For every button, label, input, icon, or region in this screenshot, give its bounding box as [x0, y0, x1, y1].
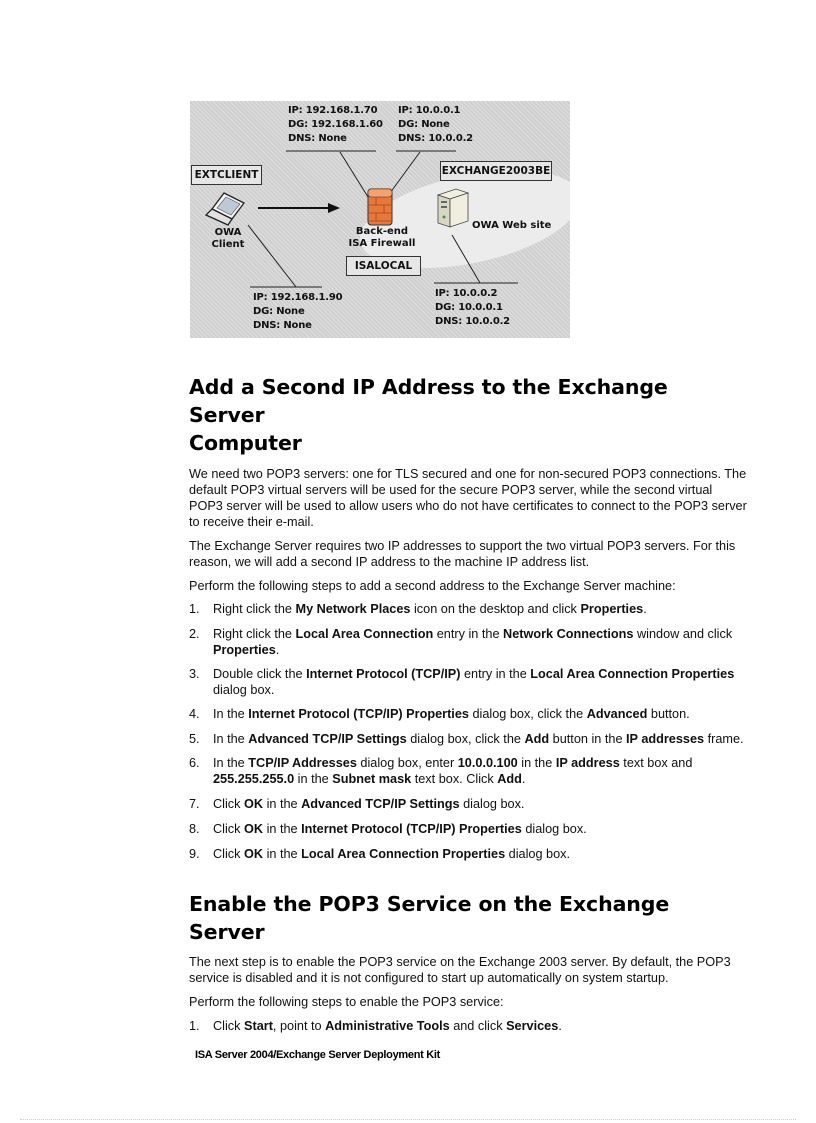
owa-client-label: [208, 227, 248, 251]
text: , point to: [272, 1019, 326, 1033]
text: entry in the: [433, 627, 504, 641]
steps-list: [189, 1018, 749, 1034]
leader-line: [340, 152, 368, 197]
text: dialog box, click the: [468, 707, 587, 721]
text: Click: [213, 847, 245, 861]
text: Right click the: [213, 627, 296, 641]
text: Click: [213, 1019, 245, 1033]
ui-term: TCP/IP Addresses: [248, 756, 357, 770]
section-enable-pop3: [189, 890, 749, 1034]
list-item: [189, 666, 749, 698]
list-item: [189, 731, 749, 747]
heading-line: Add a Second IP Address to the Exchange Server: [189, 375, 668, 427]
steps-list: [189, 601, 749, 862]
ui-term: 255.255.255.0: [213, 772, 295, 786]
ui-term: Properties: [213, 643, 276, 657]
label-line: Client: [211, 239, 245, 250]
ui-term: Properties: [580, 602, 644, 616]
ui-term: Add: [497, 772, 522, 786]
text: .: [643, 602, 647, 616]
text: in the: [263, 847, 302, 861]
text: dialog box, click the: [406, 732, 525, 746]
ui-term: Advanced TCP/IP Settings: [301, 797, 460, 811]
text: dialog box.: [213, 683, 275, 697]
ui-term: Network Connections: [503, 627, 634, 641]
ui-term: OK: [244, 797, 264, 811]
text: button.: [647, 707, 690, 721]
text: In the: [213, 732, 249, 746]
laptop-icon: [206, 193, 244, 225]
label-line: OWA: [214, 227, 242, 238]
text: dialog box.: [459, 797, 525, 811]
exchange-ip-config: [435, 287, 510, 329]
dns-line: DNS: None: [253, 320, 312, 331]
ui-term: Add: [524, 732, 550, 746]
firewall-icon: [368, 189, 392, 225]
list-item: [189, 821, 749, 837]
step-number: 3.: [189, 667, 200, 681]
owa-web-site-label: OWA Web site: [472, 220, 552, 231]
dg-line: DG: None: [253, 306, 305, 317]
ui-term: My Network Places: [295, 602, 411, 616]
ui-term: Administrative Tools: [325, 1019, 450, 1033]
paragraph: We need two POP3 servers: one for TLS secured and one for non-secured POP3 connections. The default POP3 virtual servers will be used for the secure POP3 server, while the second virtual POP3 server will be used to allow users who do not have certificates to connect to the POP3 server to receive their e-mail.: [189, 467, 747, 529]
list-item: [189, 601, 749, 617]
list-item: [189, 755, 749, 787]
page-footer: ISA Server 2004/Exchange Server Deployment Kit: [195, 1049, 441, 1061]
dns-line: DNS: 10.0.0.2: [435, 316, 510, 327]
ui-term: OK: [244, 822, 264, 836]
text: dialog box.: [505, 847, 571, 861]
dg-line: DG: 10.0.0.1: [435, 302, 503, 313]
heading-line: Computer: [189, 431, 302, 455]
text: Double click the: [213, 667, 307, 681]
text: in the: [263, 797, 302, 811]
text: dialog box, enter: [356, 756, 458, 770]
text: icon on the desktop and click: [410, 602, 581, 616]
ui-term: Local Area Connection: [295, 627, 434, 641]
step-number: 4.: [189, 707, 200, 721]
step-number: 8.: [189, 822, 200, 836]
text: frame.: [704, 732, 744, 746]
paragraph: Perform the following steps to add a second address to the Exchange Server machine:: [189, 579, 676, 593]
step-number: 1.: [189, 602, 200, 616]
list-item: [189, 706, 749, 722]
firewall-label: [342, 226, 422, 250]
ui-term: Subnet mask: [332, 772, 412, 786]
text: in the: [294, 772, 333, 786]
ip-line: IP: 10.0.0.2: [435, 288, 498, 299]
dns-line: DNS: 10.0.0.2: [398, 133, 473, 144]
step-number: 5.: [189, 732, 200, 746]
ui-term: Local Area Connection Properties: [301, 847, 506, 861]
connection-arrowhead: [328, 203, 340, 213]
client-ip-config: [253, 291, 342, 333]
text: entry in the: [460, 667, 531, 681]
paragraph: The next step is to enable the POP3 service on the Exchange 2003 server. By default, the POP3 service is disabled and it is not configured to start up automatically on system startup.: [189, 955, 731, 985]
label-line: Back-end: [355, 226, 409, 237]
section-add-ip: [189, 373, 749, 862]
text: and click: [449, 1019, 507, 1033]
ui-term: 10.0.0.100: [457, 756, 518, 770]
ui-term: Advanced: [586, 707, 648, 721]
text: text box and: [619, 756, 693, 770]
text: In the: [213, 707, 249, 721]
step-number: 6.: [189, 756, 200, 770]
text: window and click: [633, 627, 733, 641]
text: Click: [213, 822, 245, 836]
text: dialog box.: [521, 822, 587, 836]
extclient-box: EXTCLIENT: [191, 165, 262, 185]
list-item: [189, 796, 749, 812]
ui-term: OK: [244, 847, 264, 861]
ui-term: IP address: [555, 756, 620, 770]
ui-term: Local Area Connection Properties: [530, 667, 735, 681]
leader-line: [390, 152, 420, 193]
text: in the: [517, 756, 556, 770]
ui-term: Advanced TCP/IP Settings: [248, 732, 407, 746]
list-item: [189, 1018, 749, 1034]
ip-line: IP: 10.0.0.1: [398, 105, 461, 116]
text: button in the: [549, 732, 627, 746]
server-icon: [438, 189, 468, 227]
list-item: [189, 846, 749, 862]
text: In the: [213, 756, 249, 770]
step-number: 9.: [189, 847, 200, 861]
label-line: ISA Firewall: [348, 238, 416, 249]
step-number: 1.: [189, 1019, 200, 1033]
dg-line: DG: 192.168.1.60: [288, 119, 383, 130]
dns-line: DNS: None: [288, 133, 347, 144]
text: in the: [263, 822, 302, 836]
list-item: [189, 626, 749, 658]
isa-internal-ip-config: [398, 104, 473, 146]
text: .: [275, 643, 280, 657]
step-number: 7.: [189, 797, 200, 811]
ui-term: Internet Protocol (TCP/IP): [306, 667, 461, 681]
leader-line: [248, 225, 296, 287]
dg-line: DG: None: [398, 119, 450, 130]
ui-term: Services: [506, 1019, 559, 1033]
section-heading: [189, 373, 749, 457]
section-heading: Enable the POP3 Service on the Exchange Server: [189, 892, 670, 944]
text: text box. Click: [411, 772, 498, 786]
text: Click: [213, 797, 245, 811]
ui-term: Internet Protocol (TCP/IP) Properties: [248, 707, 469, 721]
text: .: [521, 772, 526, 786]
page-bottom-rule: [20, 1119, 796, 1120]
isa-external-ip-config: [288, 104, 383, 146]
isalocal-box: ISALOCAL: [346, 256, 421, 276]
ui-term: IP addresses: [626, 732, 705, 746]
ui-term: Start: [244, 1019, 273, 1033]
network-diagram: [190, 101, 570, 338]
step-number: 2.: [189, 627, 200, 641]
exchange-box: EXCHANGE2003BE: [440, 161, 552, 181]
paragraph: Perform the following steps to enable the POP3 service:: [189, 995, 504, 1009]
ip-line: IP: 192.168.1.70: [288, 105, 378, 116]
paragraph: The Exchange Server requires two IP addresses to support the two virtual POP3 servers. For this reason, we will add a second IP address to the machine IP address list.: [189, 539, 736, 569]
text: .: [558, 1019, 562, 1033]
ui-term: Internet Protocol (TCP/IP) Properties: [301, 822, 522, 836]
ip-line: IP: 192.168.1.90: [253, 292, 343, 303]
text: Right click the: [213, 602, 296, 616]
